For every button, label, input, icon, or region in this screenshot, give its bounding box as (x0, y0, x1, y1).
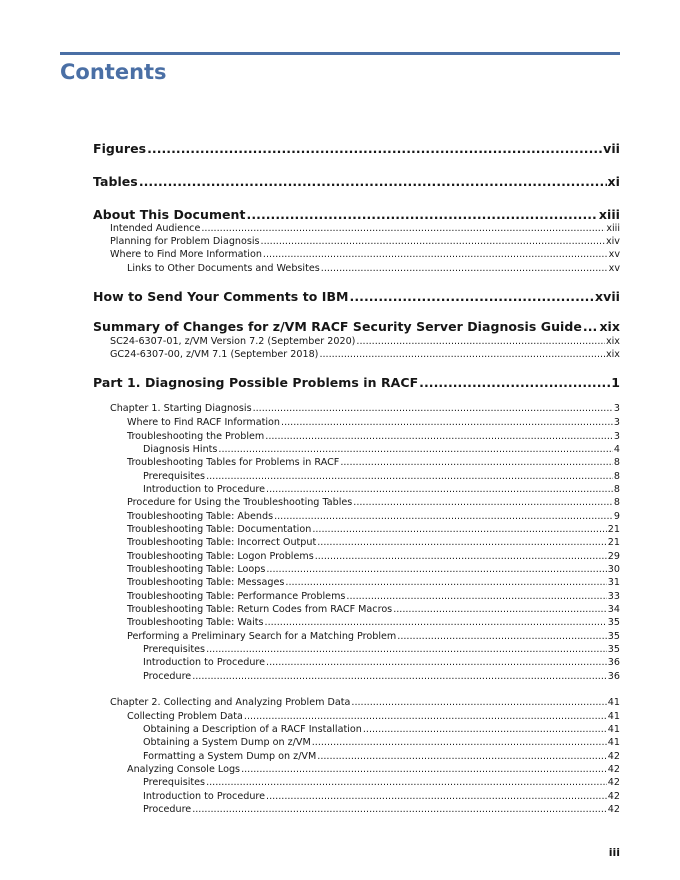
toc-entry-title: How to Send Your Comments to IBM (93, 289, 349, 304)
toc-entry-page: 36 (607, 657, 620, 668)
toc-entry-page: 35 (607, 644, 620, 655)
toc-entry[interactable] (93, 471, 620, 482)
page-title: Contents (60, 60, 167, 84)
dot-leader (253, 403, 613, 414)
toc-entry-page: 4 (613, 444, 620, 455)
dot-leader (266, 564, 606, 575)
toc-entry-title: Figures (93, 141, 147, 156)
toc-entry-title: Diagnosis Hints (143, 444, 218, 455)
toc-entry-title: SC24-6307-01, z/VM Version 7.2 (September 2020) (110, 336, 356, 347)
toc-entry-page: 35 (607, 617, 620, 628)
toc-entry-page: 41 (607, 724, 620, 735)
toc-entry[interactable] (93, 604, 620, 615)
toc-entry-page: 42 (607, 804, 620, 815)
dot-leader (340, 457, 613, 468)
toc-entry[interactable] (93, 697, 620, 708)
dot-leader (139, 174, 607, 189)
toc-entry-page: xiii (606, 223, 620, 234)
toc-entry[interactable] (93, 617, 620, 628)
dot-leader (192, 804, 607, 815)
toc-entry[interactable] (93, 403, 620, 414)
toc-entry-page: 33 (607, 591, 620, 602)
toc-entry[interactable] (93, 751, 620, 762)
toc-entry[interactable] (93, 537, 620, 548)
toc-entry-page: xiii (598, 207, 620, 222)
dot-leader (206, 644, 607, 655)
toc-entry-page: xix (599, 319, 620, 334)
toc-entry[interactable] (93, 497, 620, 508)
dot-leader (192, 671, 607, 682)
dot-leader (266, 484, 613, 495)
toc-entry-title: About This Document (93, 207, 246, 222)
toc-entry-title: Tables (93, 174, 138, 189)
toc-entry[interactable] (93, 263, 620, 274)
toc-entry[interactable] (93, 577, 620, 588)
toc-entry-title: Intended Audience (110, 223, 201, 234)
toc-entry-page: 1 (611, 375, 620, 390)
dot-leader (583, 319, 599, 334)
toc-entry-title: Troubleshooting Table: Performance Problems (127, 591, 346, 602)
toc-entry[interactable] (93, 511, 620, 522)
dot-leader (397, 631, 607, 642)
toc-entry-page: 3 (613, 417, 620, 428)
toc-entry-page: 31 (607, 577, 620, 588)
toc-entry-page: 42 (607, 764, 620, 775)
dot-leader (319, 349, 605, 360)
toc-entry[interactable] (93, 777, 620, 788)
toc-entry[interactable] (93, 349, 620, 360)
toc-entry-title: Where to Find RACF Information (127, 417, 281, 428)
toc-entry[interactable] (93, 174, 620, 189)
dot-leader (244, 711, 607, 722)
toc-entry[interactable] (93, 457, 620, 468)
toc-entry-title: Troubleshooting Table: Return Codes from RACF Macros (127, 604, 393, 615)
dot-leader (353, 497, 613, 508)
toc-entry-title: Analyzing Console Logs (127, 764, 241, 775)
toc-entry-title: Procedure for Using the Troubleshooting Tables (127, 497, 353, 508)
toc-entry[interactable] (93, 657, 620, 668)
toc-entry-title: Introduction to Procedure (143, 791, 266, 802)
toc-entry[interactable] (93, 671, 620, 682)
dot-leader (363, 724, 607, 735)
toc-entry-page: xv (608, 263, 620, 274)
toc-entry-page: 3 (613, 403, 620, 414)
toc-entry-title: Troubleshooting Tables for Problems in RACF (127, 457, 340, 468)
dot-leader (351, 697, 606, 708)
toc-entry-page: 42 (607, 777, 620, 788)
toc-entry-title: Troubleshooting Table: Documentation (127, 524, 312, 535)
toc-entry-page: 42 (607, 751, 620, 762)
dot-leader (206, 471, 613, 482)
toc-entry-page: 21 (607, 537, 620, 548)
dot-leader (261, 236, 605, 247)
dot-leader (281, 417, 613, 428)
toc-entry[interactable] (93, 524, 620, 535)
dot-leader (218, 444, 612, 455)
toc-entry[interactable] (93, 431, 620, 442)
toc-entry-page: xiv (605, 236, 620, 247)
dot-leader (265, 617, 607, 628)
header-rule (60, 52, 620, 55)
toc-entry-title: Procedure (143, 671, 192, 682)
toc-entry[interactable] (93, 711, 620, 722)
dot-leader (317, 537, 607, 548)
toc-entry-page: 29 (607, 551, 620, 562)
toc-entry-page: 8 (613, 497, 620, 508)
dot-leader (321, 263, 608, 274)
toc-entry[interactable] (93, 141, 620, 156)
toc-entry-page: xv (608, 249, 620, 260)
toc-entry-page: 21 (607, 524, 620, 535)
toc-entry-title: Obtaining a System Dump on z/VM (143, 737, 311, 748)
toc-entry-title: Troubleshooting the Problem (127, 431, 265, 442)
toc-entry-title: Prerequisites (143, 471, 206, 482)
toc-entry[interactable] (93, 236, 620, 247)
toc-entry-title: Troubleshooting Table: Waits (127, 617, 264, 628)
dot-leader (346, 591, 606, 602)
toc-entry-page: xvii (595, 289, 620, 304)
toc-entry[interactable] (93, 484, 620, 495)
dot-leader (312, 524, 606, 535)
toc-entry-page: vii (603, 141, 620, 156)
toc-entry-title: Troubleshooting Table: Logon Problems (127, 551, 314, 562)
toc-entry-title: Collecting Problem Data (127, 711, 243, 722)
toc-entry[interactable] (93, 319, 620, 334)
toc-entry-title: GC24-6307-00, z/VM 7.1 (September 2018) (110, 349, 319, 360)
toc-entry-title: Summary of Changes for z/VM RACF Security Server Diagnosis Guide (93, 319, 582, 334)
dot-leader (350, 289, 594, 304)
toc-entry-page: 9 (613, 511, 620, 522)
toc-entry[interactable] (93, 644, 620, 655)
toc-entry-title: Troubleshooting Table: Incorrect Output (127, 537, 317, 548)
toc-entry-title: Part 1. Diagnosing Possible Problems in RACF (93, 375, 419, 390)
toc-entry[interactable] (93, 591, 620, 602)
dot-leader (241, 764, 607, 775)
toc-entry-page: 36 (607, 671, 620, 682)
toc-entry-title: Chapter 2. Collecting and Analyzing Problem Data (110, 697, 351, 708)
page-number: iii (608, 846, 620, 859)
dot-leader (285, 577, 606, 588)
toc-entry-title: Links to Other Documents and Websites (127, 263, 320, 274)
toc-entry-page: 8 (613, 471, 620, 482)
toc-entry-page: 41 (607, 697, 620, 708)
toc-entry-page: 41 (607, 711, 620, 722)
toc-entry-page: 34 (607, 604, 620, 615)
toc-entry[interactable] (93, 444, 620, 455)
toc-entry[interactable] (93, 791, 620, 802)
toc-entry-title: Troubleshooting Table: Messages (127, 577, 285, 588)
dot-leader (147, 141, 602, 156)
dot-leader (247, 207, 598, 222)
toc-entry-title: Troubleshooting Table: Abends (127, 511, 274, 522)
toc-entry-page: 30 (607, 564, 620, 575)
dot-leader (274, 511, 613, 522)
toc-entry-title: Procedure (143, 804, 192, 815)
dot-leader (265, 431, 613, 442)
toc-entry-title: Formatting a System Dump on z/VM (143, 751, 317, 762)
toc-entry[interactable] (93, 764, 620, 775)
toc-entry-title: Troubleshooting Table: Loops (127, 564, 266, 575)
toc-entry-page: 35 (607, 631, 620, 642)
toc-entry[interactable] (93, 724, 620, 735)
toc-entry-title: Where to Find More Information (110, 249, 262, 260)
toc-entry-page: xix (605, 336, 620, 347)
dot-leader (419, 375, 610, 390)
toc-entry[interactable] (93, 336, 620, 347)
toc-entry[interactable] (93, 289, 620, 304)
dot-leader (393, 604, 607, 615)
toc-entry-page: 3 (613, 431, 620, 442)
dot-leader (206, 777, 607, 788)
toc-entry[interactable] (93, 249, 620, 260)
toc-entry-page: xix (605, 349, 620, 360)
toc-entry[interactable] (93, 631, 620, 642)
dot-leader (317, 751, 607, 762)
toc-entry[interactable] (93, 223, 620, 234)
dot-leader (356, 336, 605, 347)
toc-entry[interactable] (93, 375, 620, 390)
dot-leader (315, 551, 607, 562)
toc-entry[interactable] (93, 207, 620, 222)
toc-entry-title: Performing a Preliminary Search for a Matching Problem (127, 631, 397, 642)
toc-entry[interactable] (93, 417, 620, 428)
toc-entry-title: Prerequisites (143, 644, 206, 655)
toc-entry-page: 8 (613, 484, 620, 495)
toc-entry-title: Planning for Problem Diagnosis (110, 236, 260, 247)
toc-entry-page: 8 (613, 457, 620, 468)
toc-entry-title: Obtaining a Description of a RACF Installation (143, 724, 362, 735)
dot-leader (201, 223, 605, 234)
toc-entry-page: 42 (607, 791, 620, 802)
toc-entry[interactable] (93, 564, 620, 575)
dot-leader (263, 249, 608, 260)
dot-leader (266, 657, 607, 668)
toc-entry-page: 41 (607, 737, 620, 748)
toc-entry-title: Introduction to Procedure (143, 484, 266, 495)
toc-entry-title: Prerequisites (143, 777, 206, 788)
toc-entry-title: Introduction to Procedure (143, 657, 266, 668)
toc-entry-page: xi (607, 174, 620, 189)
dot-leader (312, 737, 607, 748)
dot-leader (266, 791, 607, 802)
toc-entry[interactable] (93, 804, 620, 815)
toc-entry-title: Chapter 1. Starting Diagnosis (110, 403, 252, 414)
toc-entry[interactable] (93, 737, 620, 748)
toc-entry[interactable] (93, 551, 620, 562)
